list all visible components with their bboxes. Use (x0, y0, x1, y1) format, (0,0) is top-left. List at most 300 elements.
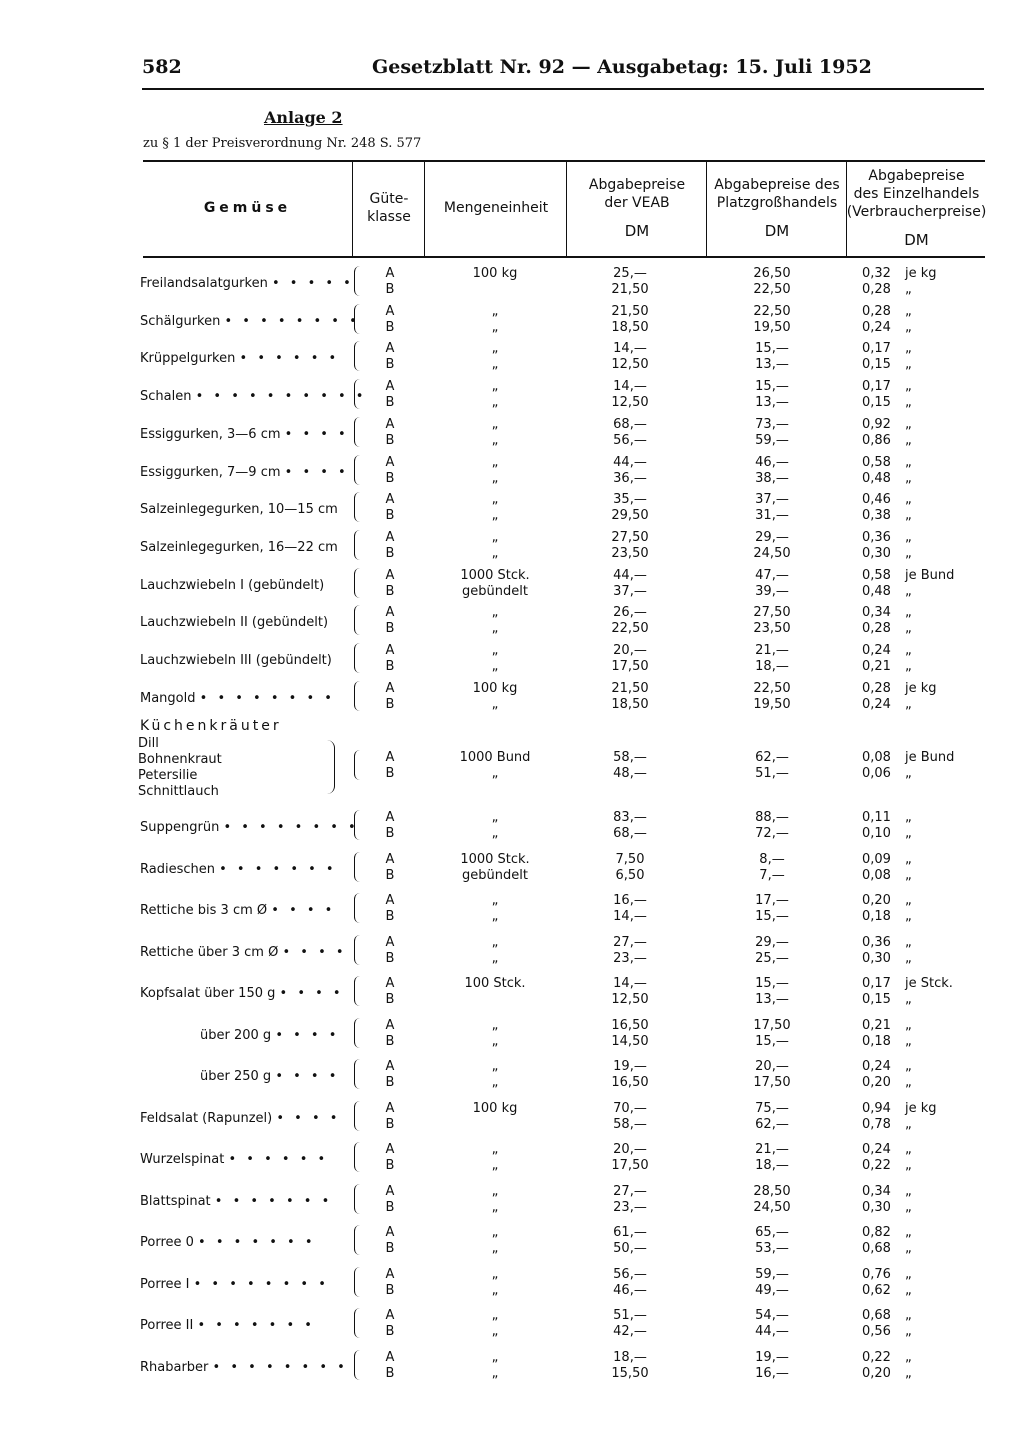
annex-reference: zu § 1 der Preisverordnung Nr. 248 S. 577 (143, 136, 422, 151)
quantity-unit: „ (491, 697, 499, 712)
price-platzgrosshandel: 24,50 (753, 1200, 791, 1215)
table-row (0, 974, 1024, 1010)
vegetable-name (140, 389, 366, 404)
price-einzelhandel: 0,92 (862, 417, 891, 432)
retail-unit: „ (905, 1184, 912, 1199)
grade: B (385, 909, 395, 924)
quantity-unit: „ (491, 357, 499, 372)
price-platzgrosshandel: 59,— (755, 1267, 789, 1282)
vegetable-label: Kopfsalat über 150 g (140, 986, 276, 1001)
price-veab: 70,— (613, 1101, 647, 1116)
price-einzelhandel: 0,58 (862, 455, 891, 470)
price-einzelhandel: 0,58 (862, 568, 891, 583)
price-platzgrosshandel: 17,50 (753, 1075, 791, 1090)
retail-unit: „ (905, 320, 912, 335)
price-einzelhandel: 0,20 (862, 1366, 891, 1381)
table-row (0, 490, 1024, 526)
grade: A (385, 935, 395, 950)
price-platzgrosshandel: 46,— (755, 455, 789, 470)
grade-brace (354, 1225, 361, 1255)
price-platzgrosshandel: 62,— (755, 1117, 789, 1132)
price-einzelhandel: 0,20 (862, 1075, 891, 1090)
price-veab: 58,— (613, 750, 647, 765)
table-row (0, 1057, 1024, 1093)
grade-brace (354, 810, 361, 840)
grade: B (385, 471, 395, 486)
retail-unit: „ (905, 643, 912, 658)
retail-unit: „ (905, 868, 912, 883)
quantity-unit: „ (491, 1158, 499, 1173)
grade: A (385, 681, 395, 696)
quantity-unit: „ (491, 379, 499, 394)
column-header-gueteklasse-line2: klasse (367, 209, 411, 225)
column-header-gueteklasse-line1: Güte- (369, 191, 409, 207)
column-header-platz-line1: Abgabepreise des (714, 177, 840, 193)
vegetable-name (140, 903, 335, 918)
quantity-unit: „ (491, 1283, 499, 1298)
grade: A (385, 643, 395, 658)
price-veab: 46,— (613, 1283, 647, 1298)
price-platzgrosshandel: 72,— (755, 826, 789, 841)
vegetable-name (140, 540, 338, 555)
quantity-unit: „ (491, 1142, 499, 1157)
retail-unit: je kg (905, 1101, 937, 1116)
grade: B (385, 1200, 395, 1215)
price-platzgrosshandel: 38,— (755, 471, 789, 486)
vegetable-label: Salzeinlegegurken, 10—15 cm (140, 502, 338, 517)
grade: A (385, 605, 395, 620)
quantity-unit: 100 Stck. (464, 976, 526, 991)
table-row (0, 891, 1024, 927)
leader-dots: • • • • • • (239, 351, 340, 366)
table-row (0, 453, 1024, 489)
column-header-veab-line2: der VEAB (604, 195, 670, 211)
price-einzelhandel: 0,28 (862, 282, 891, 297)
quantity-unit: „ (491, 1241, 499, 1256)
price-einzelhandel: 0,17 (862, 976, 891, 991)
price-platzgrosshandel: 19,50 (753, 320, 791, 335)
grade: A (385, 893, 395, 908)
column-header-gemuese (143, 162, 352, 254)
grade-brace (354, 605, 361, 635)
price-einzelhandel: 0,17 (862, 341, 891, 356)
retail-unit: „ (905, 659, 912, 674)
price-veab: 16,50 (611, 1075, 649, 1090)
vegetable-label: über 250 g (200, 1069, 272, 1084)
retail-unit: „ (905, 433, 912, 448)
price-einzelhandel: 0,68 (862, 1308, 891, 1323)
vegetable-name (200, 1028, 339, 1043)
quantity-unit: 1000 Stck. (460, 852, 530, 867)
price-veab: 18,— (613, 1350, 647, 1365)
grade: B (385, 992, 395, 1007)
vegetable-label: Essiggurken, 3—6 cm (140, 427, 281, 442)
quantity-unit: „ (491, 471, 499, 486)
price-veab: 21,50 (611, 304, 649, 319)
quantity-unit: „ (491, 1200, 499, 1215)
price-einzelhandel: 0,78 (862, 1117, 891, 1132)
price-veab: 48,— (613, 766, 647, 781)
price-veab: 83,— (613, 810, 647, 825)
price-einzelhandel: 0,22 (862, 1350, 891, 1365)
price-veab: 15,50 (611, 1366, 649, 1381)
grade: A (385, 1184, 395, 1199)
vegetable-name (140, 820, 359, 835)
retail-unit: „ (905, 508, 912, 523)
retail-unit: je Bund (905, 568, 955, 583)
price-veab: 14,— (613, 976, 647, 991)
vegetable-label: Porree 0 (140, 1235, 194, 1250)
column-divider (706, 160, 707, 256)
price-platzgrosshandel: 51,— (755, 766, 789, 781)
vegetable-name (140, 351, 339, 366)
price-veab: 20,— (613, 643, 647, 658)
grade: B (385, 766, 395, 781)
retail-unit: „ (905, 1117, 912, 1132)
quantity-unit: „ (491, 1075, 499, 1090)
grade: A (385, 1225, 395, 1240)
price-veab: 12,50 (611, 395, 649, 410)
vegetable-name (140, 465, 349, 480)
table-row (0, 1223, 1024, 1259)
vegetable-name (140, 1360, 348, 1375)
price-einzelhandel: 0,82 (862, 1225, 891, 1240)
vegetable-label: Rhabarber (140, 1360, 209, 1375)
quantity-unit: „ (491, 826, 499, 841)
price-veab: 27,— (613, 1184, 647, 1199)
grade: A (385, 417, 395, 432)
quantity-unit: „ (491, 508, 499, 523)
price-veab: 7,50 (615, 852, 645, 867)
price-einzelhandel: 0,06 (862, 766, 891, 781)
quantity-unit: „ (491, 1308, 499, 1323)
page-header (142, 54, 984, 90)
price-veab: 51,— (613, 1308, 647, 1323)
quantity-unit: „ (491, 1324, 499, 1339)
price-platzgrosshandel: 28,50 (753, 1184, 791, 1199)
grade: A (385, 1101, 395, 1116)
vegetable-label: Mangold (140, 691, 196, 706)
price-platzgrosshandel: 13,— (755, 357, 789, 372)
column-header-platz-line2: Platzgroßhandels (716, 195, 838, 211)
vegetable-label: Porree II (140, 1318, 194, 1333)
vegetable-label: Lauchzwiebeln III (gebündelt) (140, 653, 332, 668)
retail-unit: „ (905, 1241, 912, 1256)
grade: A (385, 1059, 395, 1074)
price-platzgrosshandel: 22,50 (753, 282, 791, 297)
leader-dots: • • • • (275, 1028, 340, 1043)
column-header-einzel-unit: DM (904, 231, 929, 249)
price-platzgrosshandel: 88,— (755, 810, 789, 825)
column-header-mengeneinheit (426, 162, 566, 254)
grade-brace (354, 1350, 361, 1380)
price-platzgrosshandel: 19,— (755, 1350, 789, 1365)
price-einzelhandel: 0,11 (862, 810, 891, 825)
grade: A (385, 530, 395, 545)
grade: B (385, 826, 395, 841)
price-veab: 19,— (613, 1059, 647, 1074)
leader-dots: • • • • • • • (197, 1318, 315, 1333)
table-row (0, 1016, 1024, 1052)
quantity-unit: „ (491, 417, 499, 432)
table-row (0, 566, 1024, 602)
retail-unit: „ (905, 1142, 912, 1157)
price-einzelhandel: 0,30 (862, 546, 891, 561)
grade-brace (354, 1142, 361, 1172)
leader-dots: • • • • • • • (198, 1235, 316, 1250)
quantity-unit: „ (491, 935, 499, 950)
vegetable-name (140, 578, 324, 593)
price-platzgrosshandel: 7,— (759, 868, 785, 883)
grade: B (385, 1283, 395, 1298)
column-header-veab-unit: DM (624, 222, 650, 240)
leader-dots: • • • • (271, 903, 336, 918)
quantity-unit: „ (491, 909, 499, 924)
price-einzelhandel: 0,36 (862, 935, 891, 950)
leader-dots: • • • • (282, 945, 347, 960)
table-header-rule (143, 256, 985, 258)
grade-brace (354, 1308, 361, 1338)
price-platzgrosshandel: 62,— (755, 750, 789, 765)
price-platzgrosshandel: 13,— (755, 395, 789, 410)
price-einzelhandel: 0,17 (862, 379, 891, 394)
leader-dots: • • • • (275, 1069, 340, 1084)
leader-dots: • • • • • • • • (212, 1360, 348, 1375)
table-row (0, 808, 1024, 844)
retail-unit: „ (905, 417, 912, 432)
price-platzgrosshandel: 15,— (755, 379, 789, 394)
quantity-unit: „ (491, 1350, 499, 1365)
grade-brace (354, 266, 361, 296)
price-veab: 35,— (613, 492, 647, 507)
price-veab: 14,— (613, 909, 647, 924)
table-row (0, 377, 1024, 413)
grade: A (385, 266, 395, 281)
table-row (0, 1140, 1024, 1176)
price-veab: 36,— (613, 471, 647, 486)
vegetable-name (140, 615, 328, 630)
column-header-einzel-line1: Abgabepreise (868, 168, 965, 184)
column-header-einzel-line2: des Einzelhandels (853, 186, 980, 202)
retail-unit: „ (905, 304, 912, 319)
vegetable-label: über 200 g (200, 1028, 272, 1043)
grade-brace (354, 893, 361, 923)
grade: A (385, 1267, 395, 1282)
price-einzelhandel: 0,56 (862, 1324, 891, 1339)
quantity-unit: „ (491, 395, 499, 410)
price-platzgrosshandel: 15,— (755, 976, 789, 991)
quantity-unit: „ (491, 433, 499, 448)
retail-unit: „ (905, 1283, 912, 1298)
price-veab: 29,50 (611, 508, 649, 523)
price-veab: 14,— (613, 341, 647, 356)
price-platzgrosshandel: 21,— (755, 1142, 789, 1157)
retail-unit: „ (905, 341, 912, 356)
vegetable-label: Lauchzwiebeln I (gebündelt) (140, 578, 325, 593)
retail-unit: „ (905, 1366, 912, 1381)
grade: B (385, 621, 395, 636)
price-platzgrosshandel: 37,— (755, 492, 789, 507)
quantity-unit: „ (491, 455, 499, 470)
column-header-gueteklasse (354, 162, 424, 254)
table-row-herbs (0, 748, 1024, 784)
retail-unit: „ (905, 605, 912, 620)
vegetable-label: Suppengrün (140, 820, 220, 835)
grade: A (385, 379, 395, 394)
quantity-unit: „ (491, 605, 499, 620)
price-veab: 18,50 (611, 320, 649, 335)
price-platzgrosshandel: 44,— (755, 1324, 789, 1339)
vegetable-name (140, 314, 360, 329)
price-platzgrosshandel: 22,50 (753, 681, 791, 696)
retail-unit: „ (905, 935, 912, 950)
quantity-unit: 100 kg (472, 1101, 518, 1116)
price-veab: 44,— (613, 455, 647, 470)
price-platzgrosshandel: 29,— (755, 530, 789, 545)
price-einzelhandel: 0,30 (862, 1200, 891, 1215)
price-veab: 68,— (613, 417, 647, 432)
column-header-veab-line1: Abgabepreise (588, 177, 686, 193)
price-veab: 42,— (613, 1324, 647, 1339)
vegetable-name (140, 1194, 332, 1209)
table-row (0, 933, 1024, 969)
retail-unit: „ (905, 1200, 912, 1215)
grade: A (385, 492, 395, 507)
price-einzelhandel: 0,34 (862, 605, 891, 620)
leader-dots: • • • • • • • • • • (195, 389, 367, 404)
grade-brace (354, 976, 361, 1006)
vegetable-label: Rettiche bis 3 cm Ø (140, 903, 268, 918)
vegetable-name (140, 653, 332, 668)
table-row (0, 850, 1024, 886)
leader-dots: • • • • • • • • (223, 820, 359, 835)
quantity-unit: „ (491, 659, 499, 674)
leader-dots: • • • • • • • (219, 862, 337, 877)
grade: B (385, 697, 395, 712)
price-einzelhandel: 0,38 (862, 508, 891, 523)
leader-dots: • • • • • • • • (199, 691, 335, 706)
grade: A (385, 304, 395, 319)
table-row (0, 1265, 1024, 1301)
retail-unit: „ (905, 1018, 912, 1033)
price-veab: 26,— (613, 605, 647, 620)
price-veab: 21,50 (611, 681, 649, 696)
price-platzgrosshandel: 23,50 (753, 621, 791, 636)
table-row (0, 264, 1024, 300)
quantity-unit: „ (491, 893, 499, 908)
vegetable-label: Radieschen (140, 862, 215, 877)
vegetable-label: Salzeinlegegurken, 16—22 cm (140, 540, 338, 555)
price-einzelhandel: 0,18 (862, 909, 891, 924)
retail-unit: „ (905, 1267, 912, 1282)
price-einzelhandel: 0,32 (862, 266, 891, 281)
vegetable-name (200, 1069, 339, 1084)
grade-brace (354, 681, 361, 711)
column-header-veab (568, 162, 706, 254)
price-veab: 21,50 (611, 282, 649, 297)
price-platzgrosshandel: 47,— (755, 568, 789, 583)
quantity-unit: „ (491, 621, 499, 636)
vegetable-label: Essiggurken, 7—9 cm (140, 465, 281, 480)
vegetable-label: Krüppelgurken (140, 351, 236, 366)
price-platzgrosshandel: 17,50 (753, 1018, 791, 1033)
price-veab: 17,50 (611, 1158, 649, 1173)
quantity-unit: „ (491, 1184, 499, 1199)
retail-unit: „ (905, 530, 912, 545)
vegetable-label: Rettiche über 3 cm Ø (140, 945, 279, 960)
price-veab: 50,— (613, 1241, 647, 1256)
table-row (0, 1099, 1024, 1135)
leader-dots: • • • • • • (228, 1152, 329, 1167)
grade: B (385, 1366, 395, 1381)
price-veab: 16,50 (611, 1018, 649, 1033)
grade-brace (354, 852, 361, 882)
grade: B (385, 584, 395, 599)
quantity-unit: gebündelt (462, 868, 528, 883)
grade-brace (354, 530, 361, 560)
grade: A (385, 1142, 395, 1157)
price-veab: 23,— (613, 1200, 647, 1215)
grade: B (385, 282, 395, 297)
grade-brace (354, 750, 361, 780)
price-veab: 68,— (613, 826, 647, 841)
retail-unit: „ (905, 471, 912, 486)
grade: B (385, 951, 395, 966)
price-veab: 23,— (613, 951, 647, 966)
grade: A (385, 341, 395, 356)
grade: B (385, 1117, 395, 1132)
retail-unit: „ (905, 766, 912, 781)
vegetable-name (140, 1235, 316, 1250)
price-einzelhandel: 0,15 (862, 992, 891, 1007)
price-platzgrosshandel: 54,— (755, 1308, 789, 1323)
price-veab: 23,50 (611, 546, 649, 561)
gazette-title: Gesetzblatt Nr. 92 — Ausgabetag: 15. Juli 1952 (372, 56, 872, 78)
grade: B (385, 508, 395, 523)
price-einzelhandel: 0,94 (862, 1101, 891, 1116)
price-platzgrosshandel: 25,— (755, 951, 789, 966)
price-veab: 22,50 (611, 621, 649, 636)
vegetable-name (140, 1277, 329, 1292)
column-header-einzel-line3: (Verbraucherpreise) (846, 204, 987, 220)
quantity-unit: 1000 Stck. (460, 568, 530, 583)
column-divider (352, 160, 353, 256)
retail-unit: „ (905, 697, 912, 712)
vegetable-label: Schalen (140, 389, 192, 404)
quantity-unit: gebündelt (462, 584, 528, 599)
price-platzgrosshandel: 21,— (755, 643, 789, 658)
quantity-unit: „ (491, 1366, 499, 1381)
table-row (0, 641, 1024, 677)
quantity-unit: „ (491, 951, 499, 966)
price-platzgrosshandel: 27,50 (753, 605, 791, 620)
vegetable-label: Feldsalat (Rapunzel) (140, 1111, 273, 1126)
price-veab: 12,50 (611, 992, 649, 1007)
retail-unit: „ (905, 282, 912, 297)
vegetable-name (140, 1111, 340, 1126)
price-veab: 27,— (613, 935, 647, 950)
price-veab: 6,50 (615, 868, 645, 883)
table-row (0, 302, 1024, 338)
retail-unit: je kg (905, 266, 937, 281)
price-veab: 20,— (613, 1142, 647, 1157)
grade: B (385, 1158, 395, 1173)
annex-title: Anlage 2 (264, 108, 343, 127)
price-platzgrosshandel: 18,— (755, 1158, 789, 1173)
retail-unit: „ (905, 1075, 912, 1090)
grade: A (385, 852, 395, 867)
price-einzelhandel: 0,86 (862, 433, 891, 448)
